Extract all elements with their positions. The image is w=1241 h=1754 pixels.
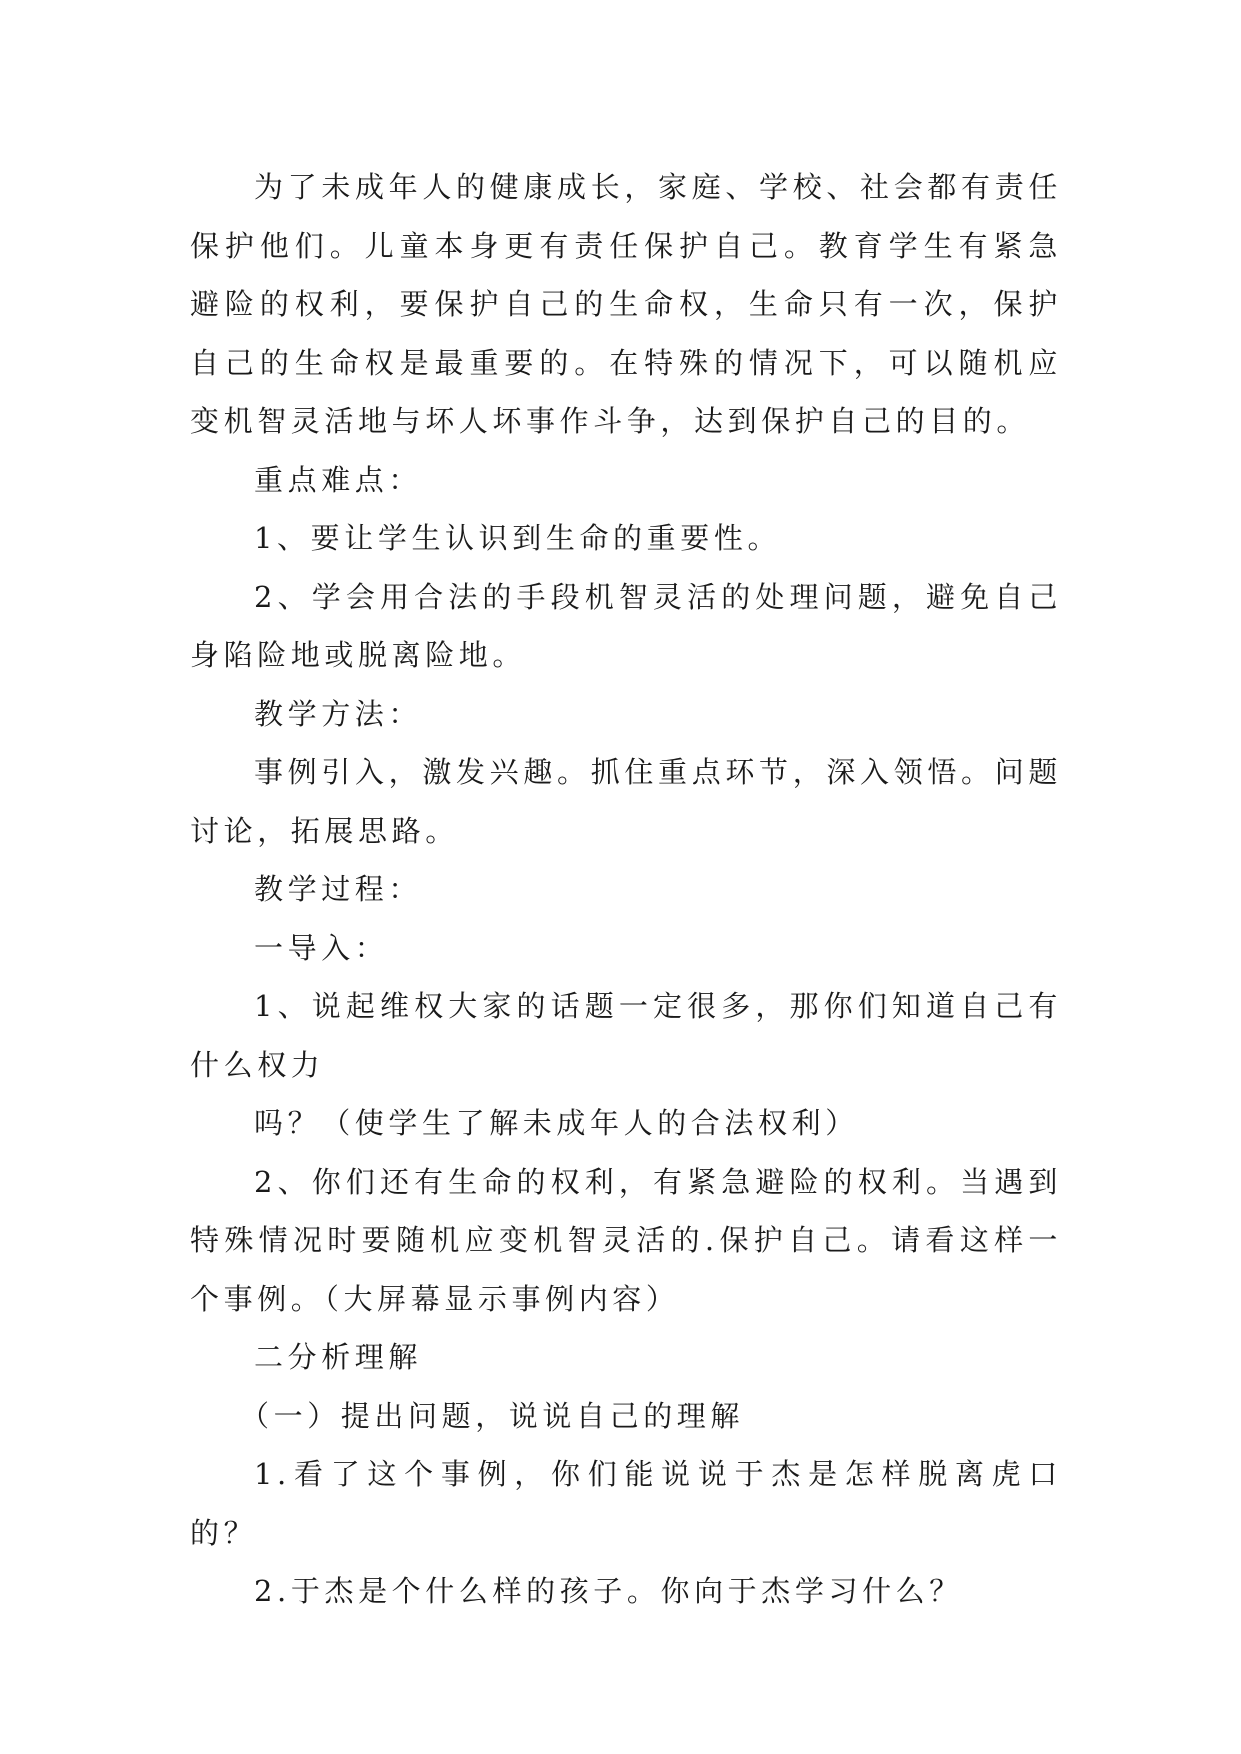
document-body bbox=[190, 158, 1062, 1621]
intro-step-1-continued: 吗？（使学生了解未成年人的合法权利） bbox=[254, 1106, 859, 1140]
key-point-1: 1、要让学生认识到生命的重要性。 bbox=[254, 521, 782, 555]
intro-step-2: 2、你们还有生命的权利，有紧急避险的权利。当遇到特殊情况时要随机应变机智灵活的.保护自己。请看这样一个事例。（大屏幕显示事例内容） bbox=[190, 1164, 1062, 1316]
section-2-heading: 二分析理解 bbox=[254, 1340, 423, 1374]
teaching-process-heading: 教学过程： bbox=[254, 872, 423, 906]
intro-paragraph: 为了未成年人的健康成长，家庭、学校、社会都有责任保护他们。儿童本身更有责任保护自己。教育学生有紧急避险的权利，要保护自己的生命权，生命只有一次，保护自己的生命权是最重要的。在特殊的情况下，可以随机应变机智灵活地与坏人坏事作斗争，达到保护自己的目的。 bbox=[190, 170, 1062, 438]
subsection-1-heading: （一）提出问题，说说自己的理解 bbox=[240, 1398, 745, 1433]
section-1-heading: 一导入： bbox=[254, 930, 389, 965]
question-1: 1.看了这个事例，你们能说说于杰是怎样脱离虎口的？ bbox=[190, 1457, 1062, 1550]
intro-step-1: 1、说起维权大家的话题一定很多，那你们知道自己有什么权力 bbox=[190, 989, 1062, 1082]
teaching-method-paragraph: 事例引入，激发兴趣。抓住重点环节，深入领悟。问题讨论，拓展思路。 bbox=[190, 755, 1062, 848]
teaching-method-heading: 教学方法： bbox=[254, 696, 423, 731]
question-2: 2.于杰是个什么样的孩子。你向于杰学习什么？ bbox=[254, 1574, 963, 1608]
key-points-heading: 重点难点： bbox=[254, 462, 423, 497]
key-point-2: 2、学会用合法的手段机智灵活的处理问题，避免自己身陷险地或脱离险地。 bbox=[190, 579, 1062, 672]
